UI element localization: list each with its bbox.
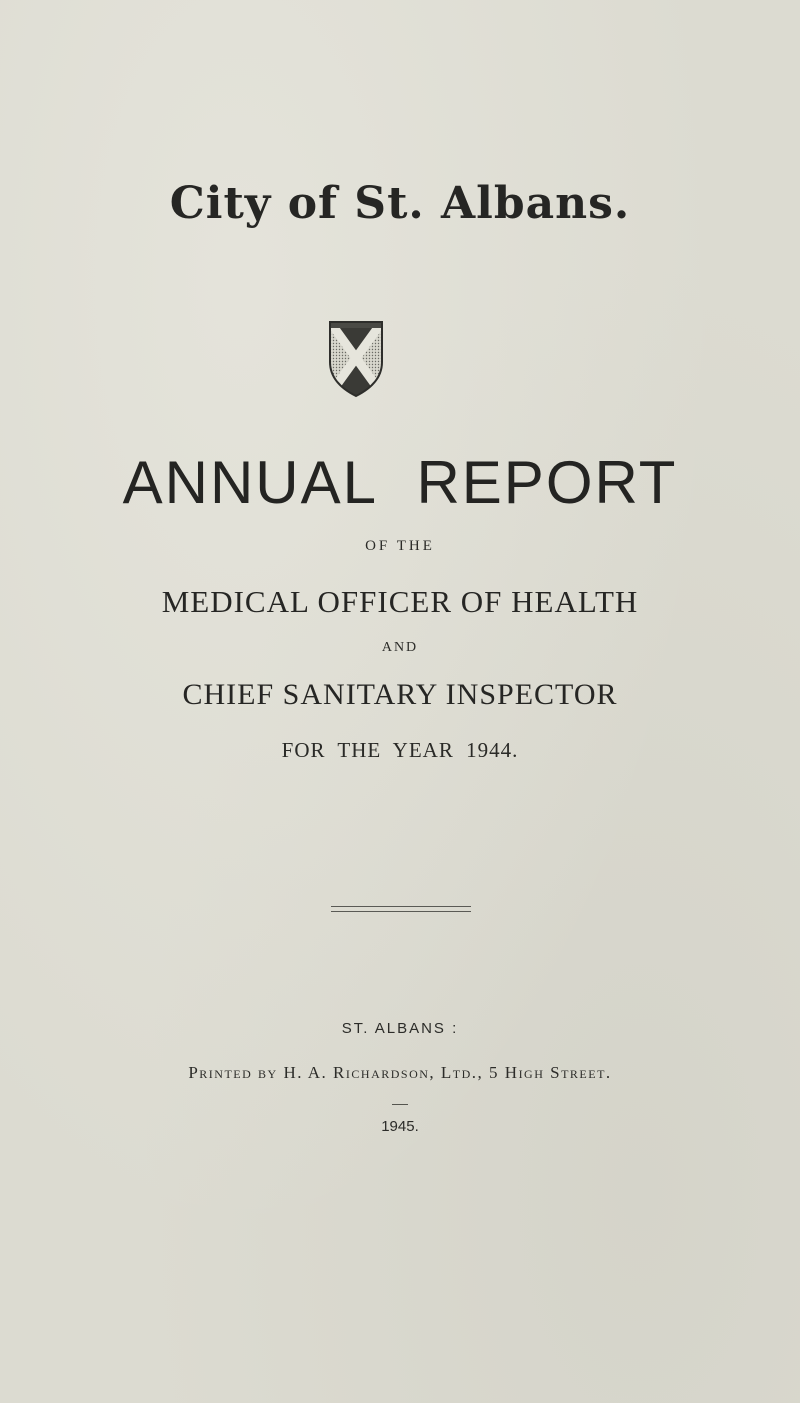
of-the-text: OF THE (365, 538, 435, 554)
and-text: AND (381, 640, 419, 655)
medical-officer-heading: MEDICAL OFFICER OF HEALTH (161, 584, 639, 619)
shield-icon (326, 318, 386, 398)
imprint-year: 1945. (381, 1118, 419, 1135)
city-heading: City of St. Albans. (169, 178, 631, 229)
report-year: FOR THE YEAR 1944. (281, 738, 519, 762)
divider-rule-bottom (331, 911, 471, 912)
divider-rule-top (331, 906, 471, 907)
report-title: ANNUAL REPORT (122, 449, 678, 516)
imprint-place: ST. ALBANS : (341, 1020, 459, 1037)
short-dash-divider (392, 1104, 408, 1105)
printer-line: Printed by H. A. Richardson, Ltd., 5 High Street. (188, 1063, 612, 1082)
sanitary-inspector-heading: CHIEF SANITARY INSPECTOR (182, 678, 618, 711)
